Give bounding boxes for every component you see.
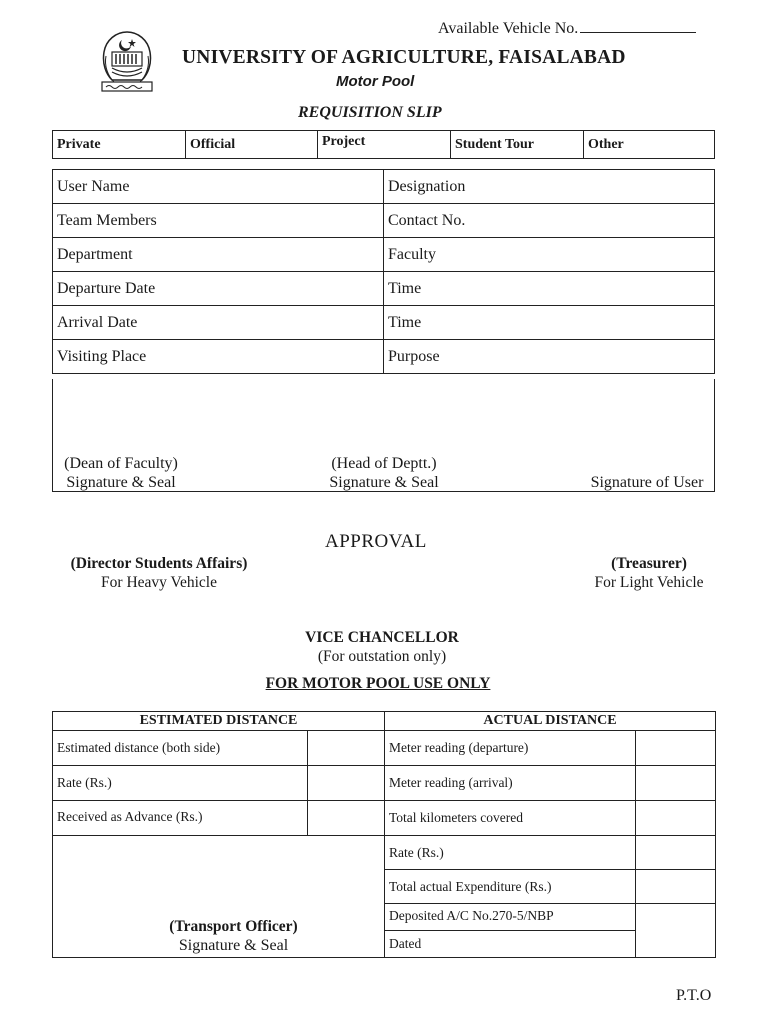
departure-time-field[interactable]: Time (384, 272, 715, 306)
motor-pool-table (52, 711, 716, 958)
category-private[interactable]: Private (53, 131, 186, 159)
rate-value[interactable] (308, 766, 385, 801)
vc-approval (284, 629, 480, 666)
vc-title: VICE CHANCELLOR (305, 629, 459, 646)
dean-title: (Dean of Faculty) (64, 455, 178, 472)
dean-signature (56, 454, 186, 492)
actual-rate-label: Rate (Rs.) (385, 836, 636, 870)
meter-departure-label: Meter reading (departure) (385, 731, 636, 766)
vc-note: (For outstation only) (317, 648, 447, 665)
actual-rate-value[interactable] (636, 836, 716, 870)
rate-label: Rate (Rs.) (53, 766, 308, 801)
category-project[interactable]: Project (318, 131, 451, 159)
arrival-time-field[interactable]: Time (384, 306, 715, 340)
actual-distance-header: ACTUAL DISTANCE (385, 712, 716, 731)
user-signature-label: Signature of User (590, 474, 704, 491)
vehicle-number-line[interactable] (580, 18, 696, 33)
deposited-account-value[interactable] (636, 904, 716, 958)
meter-arrival-value[interactable] (636, 766, 716, 801)
category-official[interactable]: Official (186, 131, 318, 159)
total-expenditure-value[interactable] (636, 870, 716, 904)
deposited-account-label: Deposited A/C No.270-5/NBP (385, 904, 636, 931)
treasurer-approval (582, 555, 716, 592)
motor-pool-title: FOR MOTOR POOL USE ONLY (265, 675, 491, 692)
pto-label: P.T.O (676, 987, 712, 1004)
user-name-field[interactable]: User Name (53, 170, 384, 204)
advance-value[interactable] (308, 801, 385, 836)
director-title: (Director Students Affairs) (70, 555, 248, 572)
vehicle-number-field[interactable] (438, 18, 696, 38)
meter-arrival-label: Meter reading (arrival) (385, 766, 636, 801)
category-other[interactable]: Other (584, 131, 715, 159)
department-field[interactable]: Department (53, 238, 384, 272)
director-note: For Heavy Vehicle (101, 574, 217, 591)
category-table (52, 130, 715, 159)
head-signature (316, 454, 452, 492)
estimated-distance-value[interactable] (308, 731, 385, 766)
approval-title: APPROVAL (325, 531, 427, 552)
advance-label: Received as Advance (Rs.) (53, 801, 308, 836)
vehicle-number-label: Available Vehicle No. (438, 20, 579, 37)
director-approval (54, 555, 264, 592)
designation-field[interactable]: Designation (384, 170, 715, 204)
contact-no-field[interactable]: Contact No. (384, 204, 715, 238)
total-km-label: Total kilometers covered (385, 801, 636, 836)
team-members-field[interactable]: Team Members (53, 204, 384, 238)
user-info-table (52, 169, 715, 374)
category-student-tour[interactable]: Student Tour (451, 131, 584, 159)
officer-title: (Transport Officer) (169, 918, 298, 935)
university-logo-icon (98, 30, 156, 92)
treasurer-title: (Treasurer) (611, 555, 687, 572)
department-name: Motor Pool (336, 73, 415, 90)
arrival-date-field[interactable]: Arrival Date (53, 306, 384, 340)
estimated-distance-label: Estimated distance (both side) (53, 731, 308, 766)
departure-date-field[interactable]: Departure Date (53, 272, 384, 306)
purpose-field[interactable]: Purpose (384, 340, 715, 374)
dated-label: Dated (385, 931, 636, 958)
total-expenditure-label: Total actual Expenditure (Rs.) (385, 870, 636, 904)
form-title: REQUISITION SLIP (298, 104, 442, 121)
faculty-field[interactable]: Faculty (384, 238, 715, 272)
officer-signature-label: Signature & Seal (178, 937, 289, 954)
transport-officer-cell[interactable] (53, 836, 385, 958)
head-signature-label: Signature & Seal (329, 474, 439, 491)
treasurer-note: For Light Vehicle (594, 574, 704, 591)
meter-departure-value[interactable] (636, 731, 716, 766)
visiting-place-field[interactable]: Visiting Place (53, 340, 384, 374)
university-name: UNIVERSITY OF AGRICULTURE, FAISALABAD (182, 47, 626, 68)
head-title: (Head of Deptt.) (331, 455, 437, 472)
estimated-distance-header: ESTIMATED DISTANCE (53, 712, 385, 731)
total-km-value[interactable] (636, 801, 716, 836)
dean-signature-label: Signature & Seal (66, 474, 176, 491)
